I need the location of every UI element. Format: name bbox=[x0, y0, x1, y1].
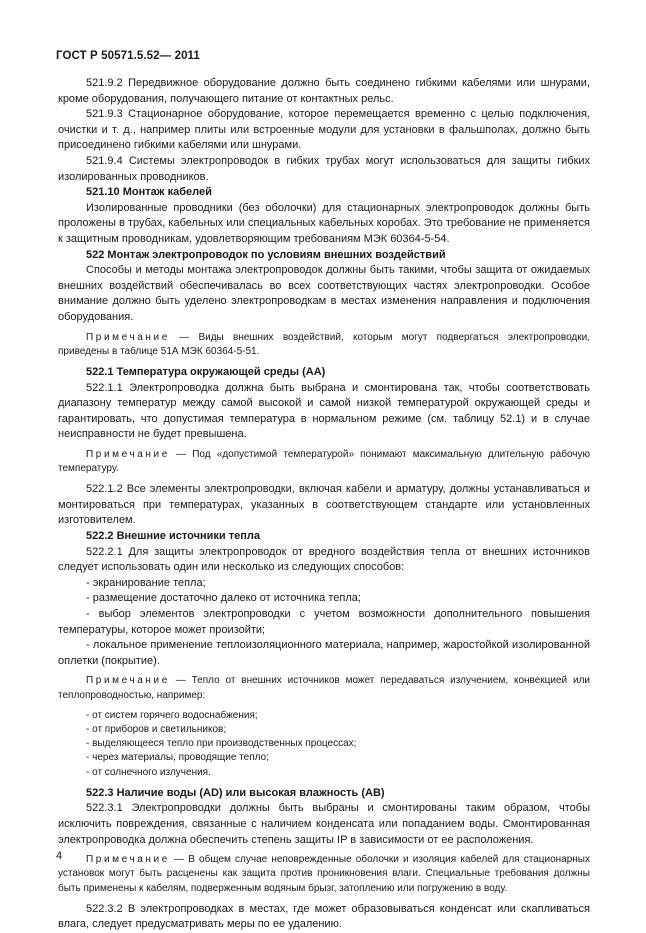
paragraph: - размещение достаточно далеко от источника тепла; bbox=[86, 592, 361, 605]
note bbox=[58, 674, 590, 702]
note-label: Примечание bbox=[86, 675, 170, 687]
note-text: — Под «допустимой температурой» понимают максимальную длительную рабочую температуру. bbox=[58, 448, 590, 475]
paragraph: 521.9.3 Стационарное оборудование, которое перемещается временно с целью подключения, очистки и т. д., например плиты или встроенные модули для установки в фальшполах, должно быть присоединено гибкими кабелями или шнурами. bbox=[58, 108, 590, 152]
note bbox=[58, 331, 590, 359]
list-item: - через материалы, проводящие тепло; bbox=[86, 752, 269, 764]
note bbox=[58, 853, 590, 896]
paragraph: Способы и методы монтажа электропроводок должны быть такими, чтобы защита от ожидаемых внешних воздействий обеспечивалась во всех соответствующих частях электропроводки. Особое внимание должно быть уделено электропроводкам в местах изменения направления и подключения оборудования. bbox=[58, 264, 590, 323]
paragraph: 522.1.2 Все элементы электропроводки, включая кабели и арматуру, должны устанавливаться и монтироваться при температурах, указанных в соответствующем стандарте или установленных изготовителем. bbox=[58, 483, 590, 527]
section-heading: 522.3 Наличие воды (AD) или высокая влажность (АВ) bbox=[86, 786, 385, 799]
note-label: Примечание bbox=[86, 854, 170, 866]
paragraph: 521.9.2 Передвижное оборудование должно быть соединено гибкими кабелями или шнурами, кроме оборудования, получающего питание от контактных рельс. bbox=[58, 77, 590, 105]
list-item: - от приборов и светильников; bbox=[86, 724, 227, 736]
page-number: 4 bbox=[56, 850, 63, 862]
section-heading: 522.1 Температура окружающей среды (АА) bbox=[86, 365, 326, 378]
note bbox=[58, 448, 590, 476]
list-item: - от систем горячего водоснабжения; bbox=[86, 709, 258, 721]
note-text: — Виды внешних воздействий, которым могут подвергаться электропроводки, приведены в таблице 51А МЭК 60364-5-51. bbox=[58, 331, 590, 357]
note-label: Примечание bbox=[86, 448, 170, 460]
section-heading: 522 Монтаж электропроводок по условиям внешних воздействий bbox=[86, 248, 446, 261]
paragraph: - выбор элементов электропроводки с учетом возможности дополнительного повышения температуры, которое может произойти; bbox=[58, 608, 590, 636]
paragraph: 521.9.4 Системы электропроводок в гибких трубах могут использоваться для защиты гибких изолированных проводников. bbox=[58, 154, 590, 183]
paragraph: 522.1.1 Электропроводка должна быть выбрана и смонтирована так, чтобы соответствовать диапазону температур между самой высокой и самой низкой температурой окружающей среды и гарантировать, что допустимая температура в нормальном режиме (см. таблицу 52.1) и в случае неисправности не будет превышена. bbox=[58, 381, 590, 441]
document-body bbox=[58, 76, 590, 933]
paragraph: - экранирование тепла; bbox=[86, 576, 206, 589]
paragraph: 522.3.2 В электропроводках в местах, где может образовываться конденсат или скапливаться влага, следует предусматривать меры по ее удалению. bbox=[58, 902, 590, 931]
list-item: - выделяющееся тепло при производственных процессах; bbox=[86, 738, 357, 750]
section-heading: 521.10 Монтаж кабелей bbox=[86, 186, 212, 199]
note-list bbox=[58, 709, 590, 780]
paragraph: - локальное применение теплоизоляционного материала, например, жаростойкой изолированной оплетки (покрытие). bbox=[58, 639, 590, 667]
paragraph: 522.2.1 Для защиты электропроводок от вредного воздействия тепла от внешних источников следует использовать один или несколько из следующих способов: bbox=[58, 545, 590, 574]
note-label: Примечание bbox=[86, 331, 170, 343]
section-heading: 522.2 Внешние источники тепла bbox=[86, 530, 260, 543]
list-item: - от солнечного излучения. bbox=[86, 766, 211, 778]
note-text: — Тепло от внешних источников может передаваться излучением, конвекцией или теплопроводностью, например: bbox=[58, 675, 590, 701]
paragraph: Изолированные проводники (без оболочки) для стационарных электропроводок должны быть проложены в трубах, кабельных или специальных кабельных коробах. Это требование не применяется к защитным проводникам, удовлетворяющим требованиям МЭК 60364-5-54. bbox=[58, 201, 590, 245]
standard-header: ГОСТ Р 50571.5.52— 2011 bbox=[56, 50, 200, 62]
note-text: — В общем случае неповрежденные оболочки и изоляция кабелей для стационарных установок могут быть расценены как защита против проникновения влаги. Специальные требования должны быть применены к кабелям, подверженным водяным брызг, затоплению или погружению в воду. bbox=[58, 854, 590, 894]
paragraph: 522.3.1 Электропроводки должны быть выбраны и смонтированы таким образом, чтобы исключить повреждения, связанные с наличием конденсата или попаданием воды. Смонтированная электропроводка должна обеспечить степень защиты IP в зависимости от ее расположения. bbox=[58, 802, 590, 846]
